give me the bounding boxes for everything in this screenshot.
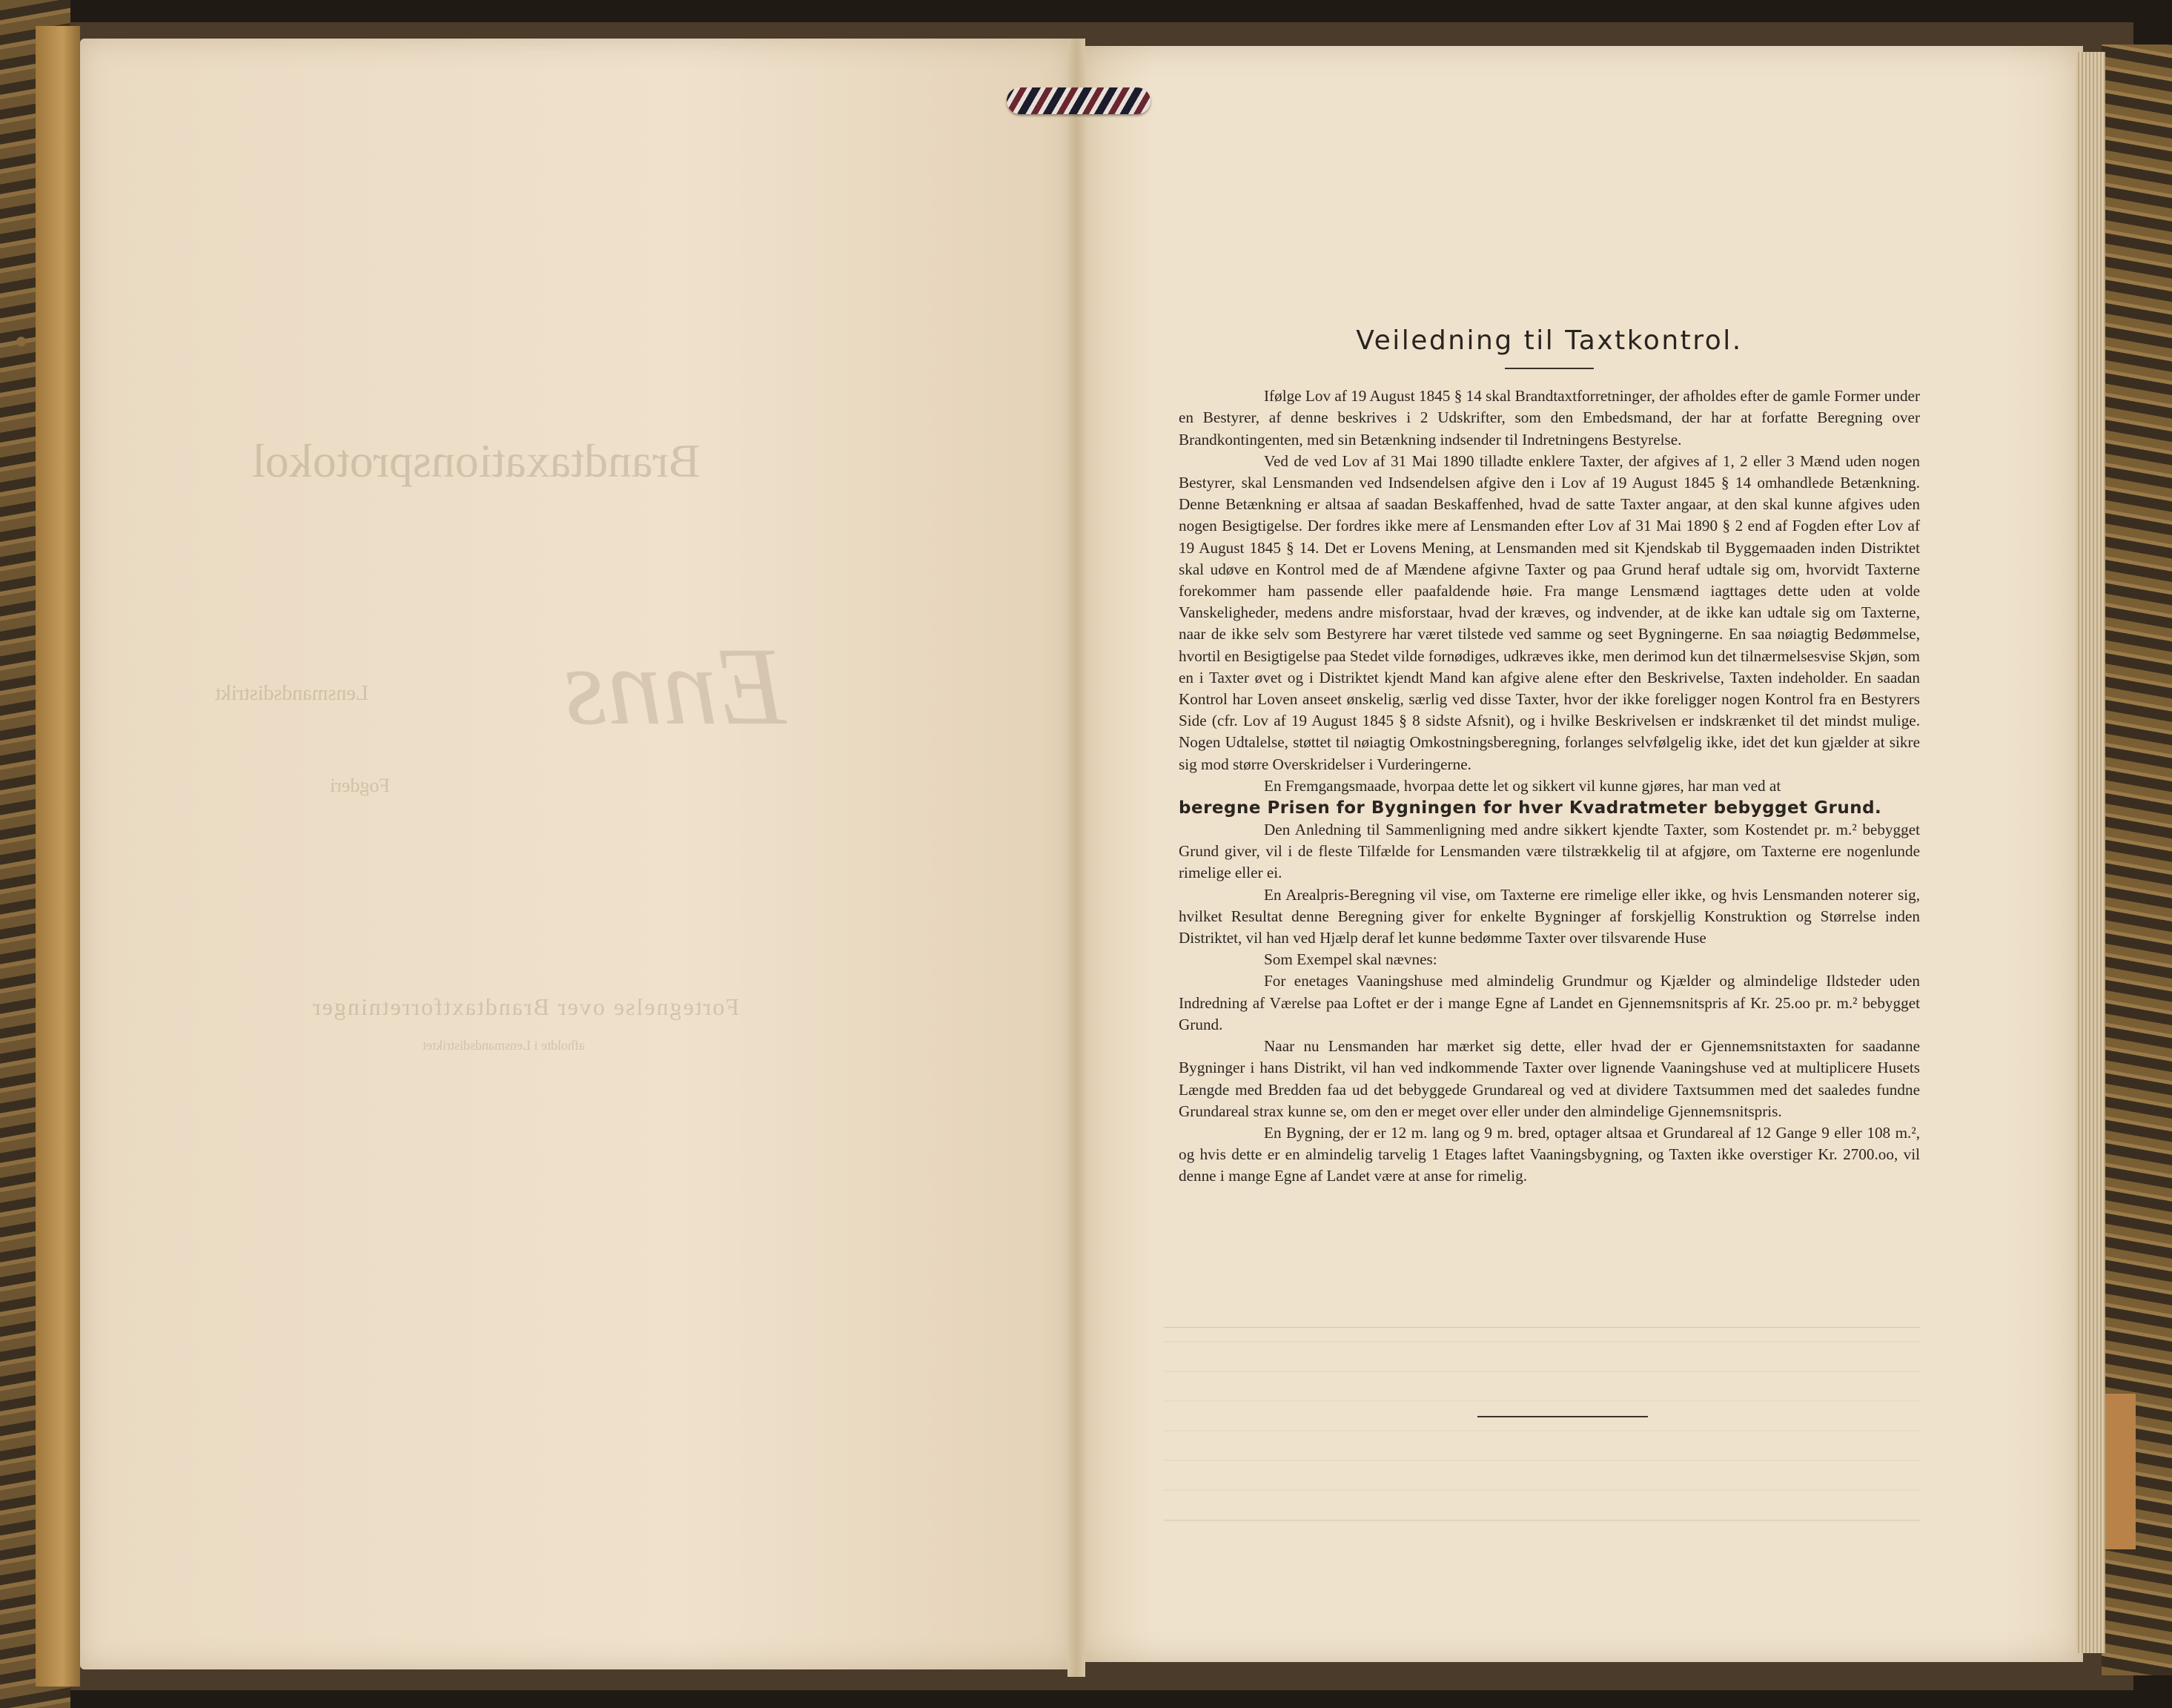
page-stack — [2076, 52, 2105, 1653]
document-title: Veiledning til Taxtkontrol. — [1356, 325, 1743, 356]
paragraph: Ved de ved Lov af 31 Mai 1890 tilladte enklere Taxter, der afgives af 1, 2 eller 3 Mænd uden nogen Bestyrer, skal Lensmanden ved Indsendelsen afgive den i Lov af 19 August 1845 § 14 omhandlede Betænkning. Denne Betænkning er altsaa af saadan Beskaffenhed, hvad de satte Taxter angaar, at den skal kunne afgives uden nogen Besigtigelse. Der fordres ikke mere af Lensmanden efter Lov af 31 Mai 1890 § 2 end af Fogden efter Lov af 19 August 1845 § 14. Det er Lovens Mening, at Lensmanden med sit Kjendskab til Byggemaaden inden Distriktet skal udøve en Kontrol med de af Mændene afgivne Taxter og paa Grund heraf udtale sig om, hvorvidt Taxterne forekommer ham passende eller paafaldende høie. Fra mange Lensmænd iagttages dette uden at volde Vanskeligheder, medens andre misforstaar, hvad der kræves, og indvender, at de ikke kan udtale sig om Taxterne, naar de ikke selv som Bestyrere har været tilstede ved samme og seet Bygningerne. En saa nøiagtig Bedømmelse, hvortil en Besigtigelse paa Stedet vilde fornødiges, udkræves ikke, men derimod kun det tilnærmelsesvise Skjøn, som en i Taxter øvet og i Distriktet kjendt Mand kan afgive alene efter den Beskrivelse, Taxten indeholder. En saadan Kontrol har Loven anseet ønskelig, særlig ved disse Taxter, hvor der ikke foreligger nogen Kontrol fra en Bestyrers Side (cfr. Lov af 19 August 1845 § 8 sidste Afsnit), og i hvilke Beskrivelsen er indskrænket til det mindst mulige. Nogen Udtalelse, støttet til nøiagtig Omkostningsberegning, forlanges selvfølgelig ikke, idet det kun gjælder at sikre sig mod større Overskridelser i Vurderingerne. — [1179, 451, 1920, 773]
bleed-line-4: afholdte i Lensmandsdistriktet — [423, 1038, 585, 1053]
paragraph: Den Anledning til Sammenligning med andre sikkert kjendte Taxter, som Kostendet pr. m.² bebygget Grund giver, vil i de fleste Tilfælde for Lensmanden være tilstrækkelig til at afgjøre, om Taxterne ere nogenlunde rimelige eller ei. — [1179, 821, 1920, 882]
leather-corner — [2102, 1394, 2136, 1549]
paragraph: Ifølge Lov af 19 August 1845 § 14 skal Brandtaxtforretninger, der afholdes efter de gamle Former under en Bestyrer, af denne beskrives i 2 Udskrifter, som den Embedsmand, der har at forfatte Beregning over Brandkontingenten, med sin Betænkning indsender til Indretningens Bestyrelse. — [1179, 387, 1920, 448]
bleed-script: Enns — [563, 625, 786, 748]
paragraph: En Fremgangsmaade, hvorpaa dette let og sikkert vil kunne gjøres, har man ved at — [1264, 776, 1781, 795]
bleed-table — [1164, 1327, 1920, 1521]
bleed-line-3: Fortegnelse over Brandtaxtforretninger — [311, 993, 740, 1020]
paragraph: Som Exempel skal nævnes: — [1264, 950, 1437, 969]
end-rule — [1477, 1416, 1648, 1417]
leather-spine-strip — [36, 26, 80, 1687]
left-page — [80, 39, 1075, 1669]
paragraph: En Bygning, der er 12 m. lang og 9 m. bred, optager altsaa et Grundareal af 12 Gange 9 eller 108 m.², og hvis dette er en almindelig tarvelig 1 Etages laftet Vaaningsbygning, og Taxten ikke overstiger Kr. 2700.oo, vil denne i mange Egne af Landet være at anse for rimelig. — [1179, 1123, 1920, 1185]
gutter — [1067, 39, 1085, 1677]
binding-thread — [1007, 87, 1150, 114]
bleed-line-1: Lensmandsdistrikt — [215, 682, 368, 705]
title-rule — [1505, 368, 1594, 369]
instructions-text — [1179, 325, 1920, 1188]
paragraph: For enetages Vaaningshuse med almindelig Grundmur og Kjælder og almindelige Ildsteder uden Indredning af Værelse paa Loftet er der i mange Egne af Landet en Gjennemsnitspris af Kr. 25.oo pr. m.² bebygget Grund. — [1179, 972, 1920, 1033]
paragraph: En Arealpris-Beregning vil vise, om Taxterne ere rimelige eller ikke, og hvis Lensmanden noterer sig, hvilket Resultat denne Beregning giver for enkelte Bygninger af forskjellig Konstruktion og Størrelse inden Distriktet, vil han ved Hjælp deraf let kunne bedømme Taxter over tilsvarende Huse — [1179, 885, 1920, 947]
bleed-line-2: Fogderi — [330, 775, 390, 796]
bleed-title: Brandtaxationsprotokol — [252, 434, 701, 487]
paragraph: Naar nu Lensmanden har mærket sig dette, eller hvad der er Gjennemsnitstaxten for saadanne Bygninger i hans Distrikt, vil han ved indkommende Taxter over lignende Vaaningshuse ved at multiplicere Husets Længde med Bredden faa ud det bebyggede Grundareal og ved at dividere Taxtsummen med det saaledes fundne Grundareal strax kunne se, om den er meget over eller under den almindelige Gjennemsnitspris. — [1179, 1037, 1920, 1120]
bold-phrase: beregne Prisen for Bygningen for hver Kvadratmeter bebygget Grund. — [1179, 798, 1882, 818]
